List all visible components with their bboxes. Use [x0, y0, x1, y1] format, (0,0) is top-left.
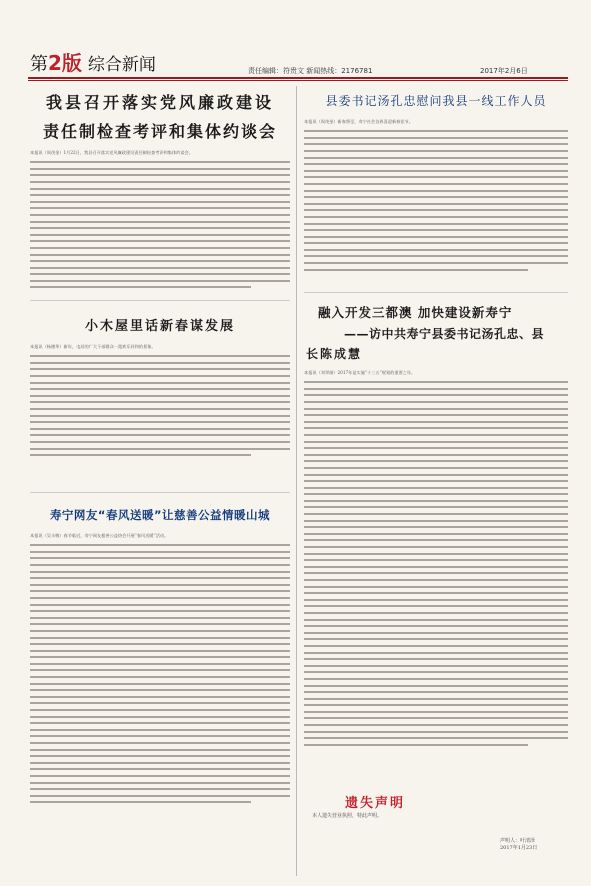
article-5-title-2: ——访中共寿宁县委书记汤孔忠、县: [344, 327, 545, 341]
notice-body: 本人遗失营业执照，特此声明。: [312, 813, 383, 819]
article-3-title: 寿宁网友“春风送暖”让慈善公益情暖山城: [49, 508, 271, 522]
article-4-lead: 本报讯（周茂金）新春将至，寿宁社会各界喜迎新春佳节。: [304, 119, 413, 124]
article-1-body: [30, 161, 290, 288]
article-2: [30, 300, 290, 461]
article-5: [304, 292, 568, 750]
article-2-lead: 本报讯（杨德华）新年，屯昌的广大干部群众一派欢乐祥和的景象。: [30, 344, 156, 349]
article-4-title: 县委书记汤孔忠慰问我县一线工作人员: [325, 94, 547, 108]
section-title: 综合新闻: [87, 55, 156, 75]
article-1-lead: 本报讯（周茂金）1月22日，我县召开落实党风廉政建设责任制检查考评和集体约谈会。: [30, 150, 193, 155]
article-4-body: [304, 130, 568, 270]
notice-title: 遗失声明: [345, 796, 406, 811]
masthead-rule-thin: [28, 80, 568, 81]
column-divider: [296, 86, 297, 876]
article-2-body: [30, 355, 290, 456]
article-4: [304, 92, 568, 275]
article-3-lead: 本报讯（吴丰梅）春节临近，寿宁网友慈善公益协会开展“春风送暖”活动。: [30, 533, 169, 538]
article-1: [30, 90, 290, 293]
editor-line: 责任编辑：符贵文 新闻热线：2176781: [248, 67, 373, 75]
article-5-body: [304, 381, 568, 746]
notice-date: 2017年1月23日: [500, 845, 538, 851]
notice-sign: [500, 838, 537, 852]
article-2-title: 小木屋里话新春谋发展: [84, 319, 235, 334]
article-5-title-3: 长陈成慧: [306, 347, 363, 361]
issue-date: 2017年2月6日: [480, 67, 528, 75]
article-5-lead: 本报讯（刘翠娟）2017年是实施“十三五”规划的重要之年。: [304, 370, 416, 375]
article-3-body: [30, 544, 290, 803]
article-1-title-1: 我县召开落实党风廉政建设: [45, 93, 274, 112]
page-prefix: 第: [30, 54, 48, 75]
masthead-rule: [28, 77, 568, 79]
page-tag: [30, 47, 156, 76]
notice-signer: 声明人：叶清泽: [500, 838, 536, 844]
article-1-title-2: 责任制检查考评和集体约谈会: [42, 122, 277, 141]
article-5-title-1: 融入开发三都澳 加快建设新寿宁: [318, 305, 513, 320]
page-number: 2版: [48, 51, 82, 75]
article-3: [30, 492, 290, 808]
